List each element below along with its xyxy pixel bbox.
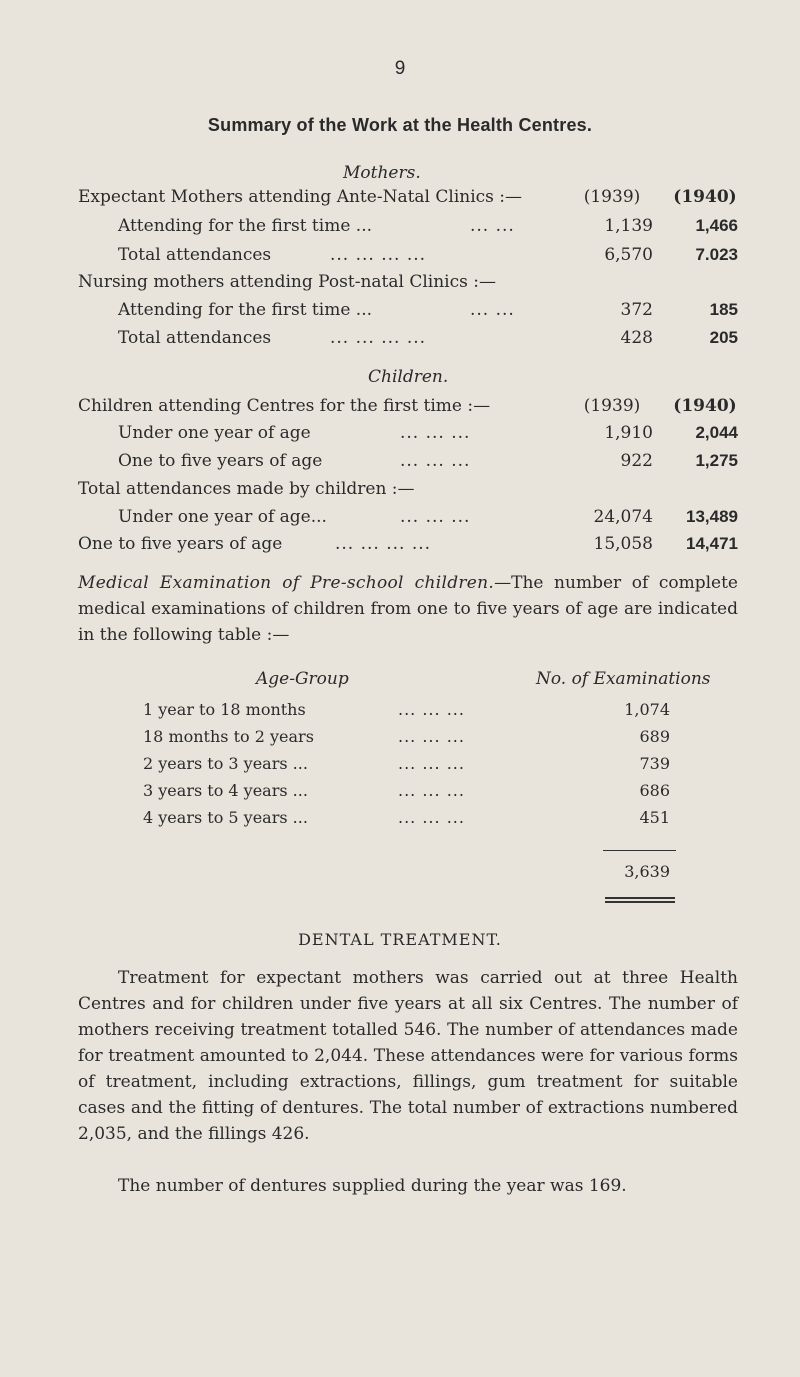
value-1940: 205	[709, 328, 738, 347]
value-1940: 2,044	[695, 423, 738, 442]
row-label: Attending for the first time ...	[118, 216, 372, 236]
value-1940: 7.023	[695, 245, 738, 264]
table-row	[0, 216, 800, 242]
leader-dots: ... ... ... ...	[330, 328, 427, 348]
table-row	[0, 507, 800, 533]
year-1939-header: (1939)	[583, 187, 641, 207]
table-row	[0, 534, 800, 560]
year-1940-header: (1940)	[673, 396, 737, 416]
children-total-label: Total attendances made by children :—	[78, 479, 415, 499]
examination-count: 689	[639, 727, 670, 746]
table-row	[0, 328, 800, 354]
leader-dots: ... ... ... ...	[330, 245, 427, 265]
leader-dots: ... ... ...	[400, 451, 471, 471]
age-group-column-header: Age-Group	[256, 669, 349, 689]
examination-count: 1,074	[624, 700, 670, 719]
examination-count: 739	[639, 754, 670, 773]
value-1939: 922	[620, 451, 653, 471]
page-number: 9	[394, 58, 406, 79]
medical-exam-text: —The number of complete medical examinations of children from one to five years of age are indicated in the following table :—	[78, 573, 738, 645]
leader-dots: ... ... ...	[398, 700, 465, 719]
value-1940: 185	[709, 300, 738, 319]
year-1940-header: (1940)	[673, 187, 737, 207]
children-first-time-header-row	[0, 396, 800, 422]
table-row	[0, 781, 800, 807]
value-1939: 428	[620, 328, 653, 348]
leader-dots: ... ...	[470, 216, 515, 236]
postnatal-label: Nursing mothers attending Post-natal Clinics :—	[78, 272, 496, 292]
page-title: Summary of the Work at the Health Centres.	[207, 115, 593, 135]
row-label: One to five years of age	[78, 534, 283, 554]
row-label: Under one year of age...	[118, 507, 327, 527]
children-heading: Children.	[368, 367, 449, 387]
table-row	[0, 300, 800, 326]
leader-dots: ... ... ... ...	[335, 534, 432, 554]
examinations-total: 3,639	[624, 862, 670, 881]
age-group-label: 1 year to 18 months	[143, 700, 306, 719]
dental-paragraph: Treatment for expectant mothers was carried out at three Health Centres and for children under five years at all six Centres. The number of mothers receiving treatment totalled 546. The number of attendances made for treatment amounted to 2,044. These attendances were for various forms of treatment, including extractions, fillings, gum treatment for suitable cases and the fitting of dentures. The total number of extractions numbered 2,035, and the fillings 426.	[78, 968, 738, 1144]
table-row	[0, 808, 800, 834]
value-1939: 24,074	[593, 507, 653, 527]
value-1939: 372	[620, 300, 653, 320]
antenatal-label: Expectant Mothers attending Ante-Natal Clinics :—	[78, 187, 523, 207]
dentures-paragraph: The number of dentures supplied during the year was 169.	[118, 1176, 627, 1196]
mothers-heading: Mothers.	[343, 163, 421, 183]
row-label: Total attendances	[118, 245, 272, 265]
postnatal-header-row	[0, 272, 800, 298]
antenatal-header-row	[0, 187, 800, 213]
table-row	[0, 700, 800, 726]
leader-dots: ... ... ...	[398, 781, 465, 800]
value-1939: 6,570	[604, 245, 653, 265]
leader-dots: ... ... ...	[398, 808, 465, 827]
leader-dots: ... ... ...	[400, 423, 471, 443]
value-1940: 1,275	[695, 451, 738, 470]
children-first-time-label: Children attending Centres for the first time :—	[78, 396, 491, 416]
leader-dots: ... ... ...	[400, 507, 471, 527]
value-1939: 15,058	[593, 534, 653, 554]
age-group-label: 4 years to 5 years ...	[143, 808, 308, 827]
examinations-column-header: No. of Examinations	[536, 669, 711, 689]
row-label: One to five years of age	[118, 451, 323, 471]
double-rule-top	[605, 897, 675, 899]
medical-exam-heading: Medical Examination of Pre-school children.	[78, 573, 495, 593]
row-label: Attending for the first time ...	[118, 300, 372, 320]
row-label: Total attendances	[118, 328, 272, 348]
leader-dots: ... ...	[470, 300, 515, 320]
age-group-label: 3 years to 4 years ...	[143, 781, 308, 800]
children-total-header-row	[0, 479, 800, 505]
total-rule	[603, 850, 676, 851]
age-group-label: 18 months to 2 years	[143, 727, 314, 746]
examination-count: 686	[639, 781, 670, 800]
value-1939: 1,139	[604, 216, 653, 236]
medical-exam-paragraph	[78, 570, 738, 648]
examination-count: 451	[639, 808, 670, 827]
table-row	[0, 451, 800, 477]
dental-heading: DENTAL TREATMENT.	[298, 930, 502, 949]
leader-dots: ... ... ...	[398, 754, 465, 773]
value-1940: 14,471	[686, 534, 738, 553]
value-1940: 1,466	[695, 216, 738, 235]
value-1940: 13,489	[686, 507, 738, 526]
table-row	[0, 727, 800, 753]
leader-dots: ... ... ...	[398, 727, 465, 746]
value-1939: 1,910	[604, 423, 653, 443]
row-label: Under one year of age	[118, 423, 311, 443]
double-rule-bottom	[605, 901, 675, 903]
table-row	[0, 754, 800, 780]
table-row	[0, 423, 800, 449]
year-1939-header: (1939)	[583, 396, 641, 416]
age-group-label: 2 years to 3 years ...	[143, 754, 308, 773]
table-row	[0, 245, 800, 271]
